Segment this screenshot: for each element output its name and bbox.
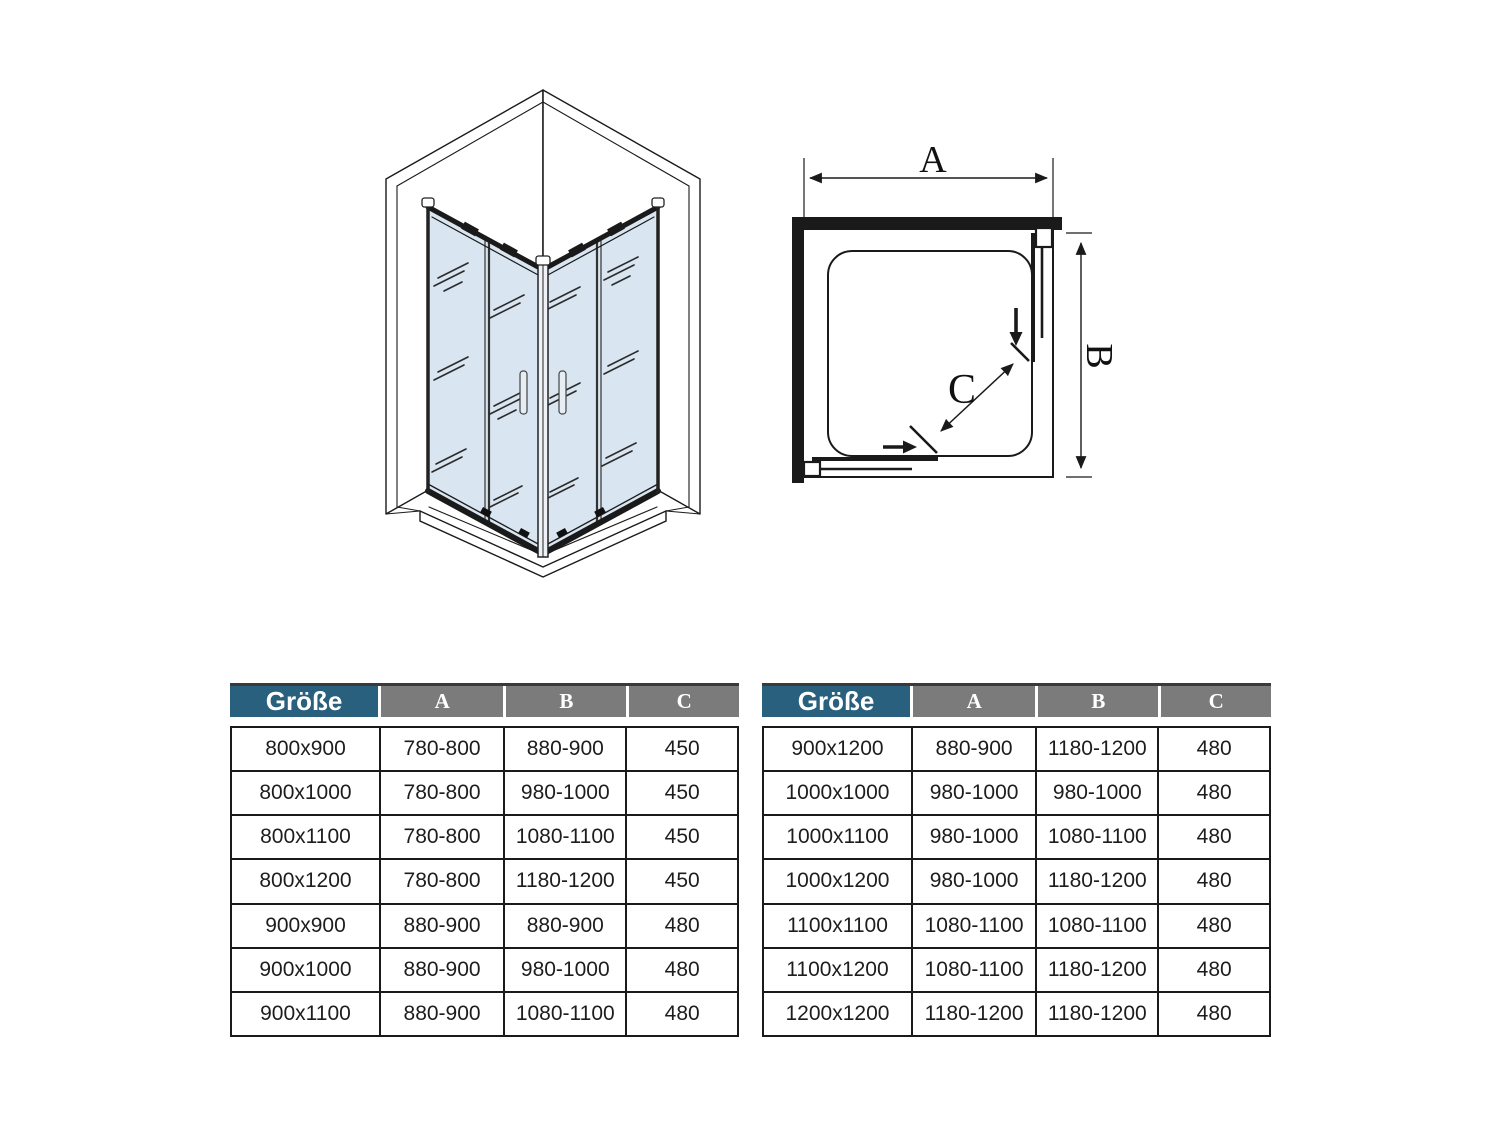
table-cell: 1180-1200 xyxy=(503,860,625,902)
table-cell: 780-800 xyxy=(379,816,503,858)
dimension-c xyxy=(941,364,1013,431)
table-cell: 1180-1200 xyxy=(1035,993,1157,1035)
dimension-a-label: A xyxy=(919,139,947,181)
table-cell: 1080-1100 xyxy=(1035,905,1157,947)
table-cell: 1100x1200 xyxy=(786,957,889,981)
table-cell: 1180-1200 xyxy=(1035,949,1157,991)
table-cell: 800x900 xyxy=(265,737,346,761)
column-header-a: A xyxy=(910,686,1035,717)
table-cell: 980-1000 xyxy=(911,772,1035,814)
column-header-b: B xyxy=(503,686,626,717)
table-cell: 480 xyxy=(625,905,737,947)
table-cell: 1180-1200 xyxy=(1035,860,1157,902)
table-row xyxy=(764,814,1269,858)
table-row xyxy=(764,770,1269,814)
table-cell: 450 xyxy=(625,728,737,770)
right-door-handle xyxy=(559,371,566,414)
table-cell: 1080-1100 xyxy=(503,816,625,858)
table-cell: 800x1100 xyxy=(260,825,351,849)
table-row xyxy=(232,903,737,947)
table-cell: 800x1000 xyxy=(259,781,352,805)
table-cell: 480 xyxy=(625,949,737,991)
table-cell: 880-900 xyxy=(379,993,503,1035)
table-cell: 1000x1100 xyxy=(786,825,889,849)
column-header-b: B xyxy=(1035,686,1158,717)
left-door-handle xyxy=(520,371,527,414)
column-header-c: C xyxy=(626,686,738,717)
size-column-header: Größe xyxy=(230,686,378,717)
door-edge-top xyxy=(1011,343,1029,361)
table-cell: 980-1000 xyxy=(503,772,625,814)
dimension-b-label: B xyxy=(1078,343,1120,369)
dimension-a xyxy=(804,139,1053,217)
table-cell: 880-900 xyxy=(379,949,503,991)
table-cell: 800x1200 xyxy=(259,869,352,893)
table-cell: 450 xyxy=(625,860,737,902)
table-row xyxy=(232,947,737,991)
table-body xyxy=(762,726,1271,1037)
size-table-left xyxy=(230,683,739,1037)
table-cell: 480 xyxy=(1157,905,1269,947)
table-cell: 1180-1200 xyxy=(911,993,1035,1035)
table-cell: 1180-1200 xyxy=(1035,728,1157,770)
table-row xyxy=(764,728,1269,770)
table-cell: 880-900 xyxy=(503,728,625,770)
table-cell: 1200x1200 xyxy=(785,1001,890,1025)
size-column-header: Größe xyxy=(762,686,910,717)
enclosure-outline xyxy=(804,230,1053,477)
isometric-view xyxy=(386,90,700,577)
table-header xyxy=(762,683,1271,717)
table-cell: 980-1000 xyxy=(1035,772,1157,814)
table-cell: 480 xyxy=(1157,860,1269,902)
table-cell: 1080-1100 xyxy=(1035,816,1157,858)
table-cell: 480 xyxy=(625,993,737,1035)
table-row xyxy=(764,858,1269,902)
size-table-right xyxy=(762,683,1271,1037)
table-cell: 480 xyxy=(1157,949,1269,991)
tray-outline xyxy=(828,251,1032,456)
table-body xyxy=(230,726,739,1037)
table-header xyxy=(230,683,739,717)
table-cell: 780-800 xyxy=(379,728,503,770)
table-cell: 480 xyxy=(1157,772,1269,814)
table-cell: 980-1000 xyxy=(503,949,625,991)
door-edge-bottom xyxy=(910,426,937,453)
bottom-sliding-panels xyxy=(804,459,938,476)
table-cell: 480 xyxy=(1157,728,1269,770)
column-header-a: A xyxy=(378,686,503,717)
table-cell: 1000x1000 xyxy=(785,781,890,805)
table-cell: 780-800 xyxy=(379,860,503,902)
table-row xyxy=(764,947,1269,991)
table-row xyxy=(232,770,737,814)
table-cell: 900x1000 xyxy=(259,957,352,981)
table-cell: 1080-1100 xyxy=(911,949,1035,991)
dimension-b xyxy=(1066,233,1120,477)
table-row xyxy=(232,991,737,1035)
table-cell: 880-900 xyxy=(379,905,503,947)
table-cell: 900x1100 xyxy=(260,1001,351,1025)
table-row xyxy=(764,991,1269,1035)
table-cell: 1080-1100 xyxy=(503,993,625,1035)
table-cell: 900x1200 xyxy=(791,737,884,761)
table-cell: 480 xyxy=(1157,816,1269,858)
table-cell: 1080-1100 xyxy=(911,905,1035,947)
table-cell: 780-800 xyxy=(379,772,503,814)
table-cell: 480 xyxy=(1157,993,1269,1035)
table-row xyxy=(232,858,737,902)
table-cell: 900x900 xyxy=(265,913,346,937)
table-row xyxy=(764,903,1269,947)
plan-view xyxy=(792,139,1120,483)
table-cell: 880-900 xyxy=(911,728,1035,770)
table-cell: 1000x1200 xyxy=(785,869,890,893)
table-cell: 450 xyxy=(625,772,737,814)
table-row xyxy=(232,814,737,858)
table-row xyxy=(232,728,737,770)
corner-post xyxy=(536,256,550,557)
column-header-c: C xyxy=(1158,686,1270,717)
table-cell: 880-900 xyxy=(503,905,625,947)
right-sliding-panels xyxy=(1033,228,1052,362)
table-cell: 980-1000 xyxy=(911,860,1035,902)
dimension-c-label: C xyxy=(947,367,977,413)
table-cell: 980-1000 xyxy=(911,816,1035,858)
table-cell: 1100x1100 xyxy=(787,913,888,937)
table-cell: 450 xyxy=(625,816,737,858)
